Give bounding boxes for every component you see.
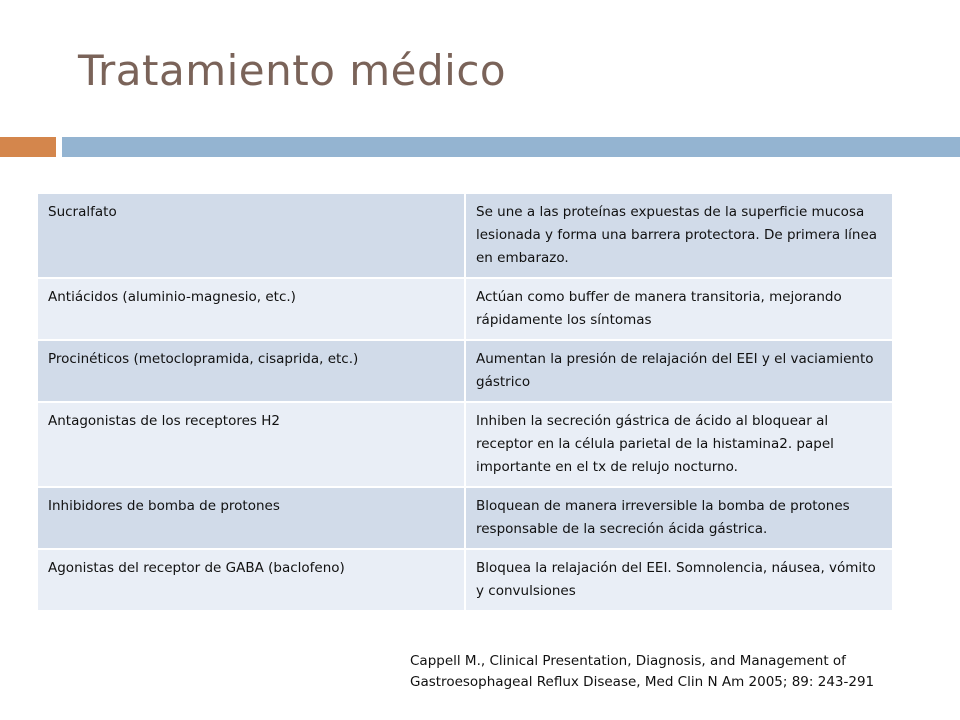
table-row xyxy=(38,403,892,488)
description-cell: Se une a las proteínas expuestas de la superficie mucosa lesionada y forma una barrera protectora. De primera línea en embarazo. xyxy=(466,194,892,279)
drug-cell: Inhibidores de bomba de protones xyxy=(38,488,466,550)
citation xyxy=(410,651,950,693)
table-row xyxy=(38,279,892,341)
table-row xyxy=(38,550,892,612)
slide-title: Tratamiento médico xyxy=(78,46,507,95)
accent-bar-orange xyxy=(0,137,56,157)
table-row xyxy=(38,194,892,279)
treatment-table xyxy=(38,194,892,612)
drug-cell: Antiácidos (aluminio-magnesio, etc.) xyxy=(38,279,466,341)
description-cell: Bloquea la relajación del EEI. Somnolencia, náusea, vómito y convulsiones xyxy=(466,550,892,612)
accent-bar-blue xyxy=(62,137,960,157)
description-cell: Aumentan la presión de relajación del EEI y el vaciamiento gástrico xyxy=(466,341,892,403)
table-row xyxy=(38,341,892,403)
drug-cell: Agonistas del receptor de GABA (baclofeno) xyxy=(38,550,466,612)
table-row xyxy=(38,488,892,550)
drug-cell: Procinéticos (metoclopramida, cisaprida, etc.) xyxy=(38,341,466,403)
description-cell: Actúan como buffer de manera transitoria, mejorando rápidamente los síntomas xyxy=(466,279,892,341)
citation-line: Gastroesophageal Reflux Disease, Med Clin N Am 2005; 89: 243-291 xyxy=(410,674,875,690)
citation-line: Cappell M., Clinical Presentation, Diagnosis, and Management of xyxy=(410,653,846,669)
description-cell: Bloquean de manera irreversible la bomba de protones responsable de la secreción ácida gástrica. xyxy=(466,488,892,550)
drug-cell: Antagonistas de los receptores H2 xyxy=(38,403,466,488)
drug-cell: Sucralfato xyxy=(38,194,466,279)
description-cell: Inhiben la secreción gástrica de ácido al bloquear al receptor en la célula parietal de la histamina2. papel importante en el tx de relujo nocturno. xyxy=(466,403,892,488)
